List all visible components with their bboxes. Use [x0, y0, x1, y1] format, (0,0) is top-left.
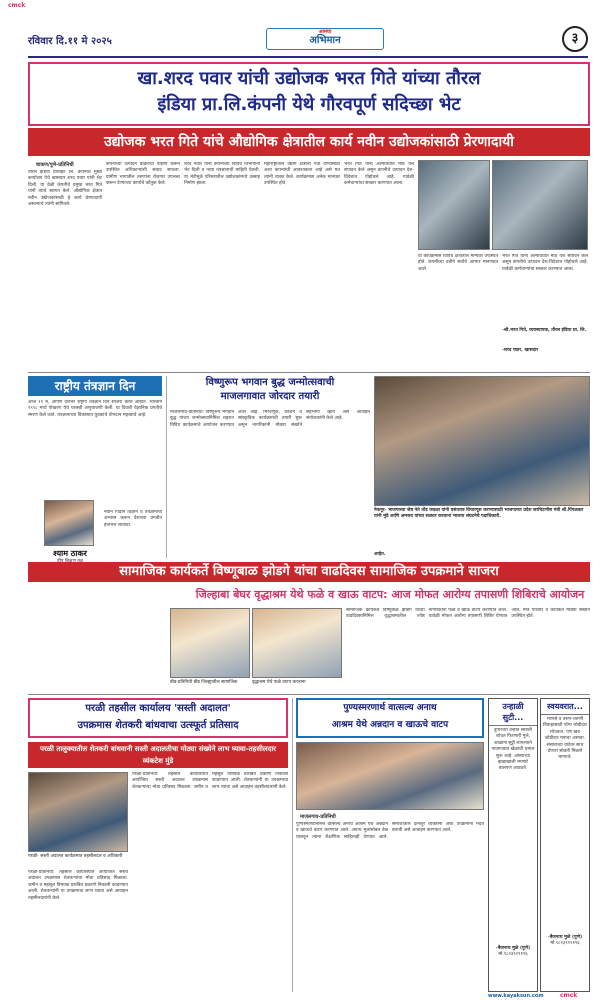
- anath-title: [296, 698, 484, 738]
- factory-photo-2: [492, 160, 588, 250]
- lead-headline-box: [28, 62, 590, 126]
- buddha-title: [170, 376, 370, 406]
- footer-url-left[interactable]: www.kayaksun.com: [488, 993, 544, 999]
- parli-title-line1: परळी तहसील कार्यालय 'सस्ती अदालत': [85, 703, 231, 714]
- buddha-title-line2: माजलगावात जोरदार तयारी: [220, 391, 320, 402]
- tech-day-body: आज ११ मे, आपण देशभर राष्ट्रीय तंत्रज्ञान दिन साजरा करत आहोत. भारताने १९९८ मध्ये पोखरण येथे यशस्वी अणुचाचणी केली. या दिवशी वैज्ञानिक प्रगतीचे स्मरण केले जाते. तंत्रज्ञानाच्या विकासात युवकांचे योगदान महत्त्वाचे आहे.: [28, 400, 162, 418]
- issue-date: रविवार दि.११ मे २०२५: [28, 36, 112, 47]
- parli-title-line2: उपक्रमास शेतकरी बांधवाचा उत्स्फूर्त प्रतिसाद: [77, 720, 239, 731]
- social-band: सामाजिक कार्यकर्ते विष्णूबाळ झोडगे यांचा वाढदिवस सामाजिक उपक्रमाने साजरा: [28, 562, 590, 582]
- sidebar-summer-body: दुपारच्या उन्हात सावली शोधत फिरणारी मुले, शाळांना सुट्टी लागल्याने गावागावात खेळांची धमाल सुरू आहे. आंब्याच्या झाडाखाली रमणारे बालपण आठवते.: [491, 728, 535, 772]
- social-subtitle: जिल्हाबा बेघर वृद्धाश्रम येथे फळे व खाऊ वाटप: आज मोफत आरोग्य तपासणी शिबिराचे आयोजन: [190, 584, 590, 606]
- anath-body: पुण्यस्मरणानिमित्त वात्सल्य अनाथ आश्रम येथे अन्नदान व खाऊचे वाटप करण्यात आले. अनाथ मुलांसोबत वेळ घालवून त्यांना शैक्षणिक साहित्यही देण्यात आले. समाजातील दानशूर व्यक्तींनी अशा उपक्रमांना मदत करावी असे आवाहन करण्यात आले.: [296, 822, 484, 840]
- anath-photo: [296, 742, 484, 810]
- masthead-title: अभिमान: [309, 35, 341, 46]
- anath-title-line1: पुण्यस्मरणार्थ वात्सल्य अनाथ: [343, 703, 437, 713]
- parli-body-2: परळी-प्रतिनिधी: तहसील कार्यालयात आयोजित सस्ती अदालत उपक्रमास शेतकऱ्यांचा मोठा प्रतिसाद मिळाला. जमीन व महसूल विषयक प्रलंबित प्रकरणे निकाली काढण्यात आली. शेतकऱ्यांनी या उपक्रमाचा लाभ घ्यावा असे आवाहन तहसीलदारांनी केले.: [28, 870, 128, 901]
- tech-day-title: राष्ट्रीय तंत्रज्ञान दिन: [28, 376, 162, 396]
- sidebar-swayamvar-body: माणसे व तरुण-तरुणी विवाहासाठी योग्य जोडीदार शोधतात. पण खरा जोडीदार मनाचा असावा. संसाराच्या वाटेवर साथ देणारा सोबती मिळणे भाग्याचे.: [543, 717, 587, 761]
- social-photo-1: [170, 608, 250, 678]
- buddha-title-line1: विष्णुरूप भगवान बुद्ध जन्मोत्सवाची: [205, 377, 335, 388]
- sidebar-swayamvar-phone: मो.९८२३९२९१९६: [550, 941, 580, 946]
- buddha-body: माजलगाव-प्रतिनिधी: विष्णुरूप भगवान बुद्ध यांच्या जन्मोत्सवानिमित्त शहरात विविध कार्यक्रमांचे आयोजन करण्यात आले आहे. मिरवणूक, प्रवचन व सांस्कृतिक कार्यक्रमांची तयारी सुरू असून नागरिकांनी मोठ्या संख्येने सहभागी व्हावे असे आवाहन संयोजकांनी केले आहे.: [170, 410, 370, 428]
- lead-sign-2: -शरद पवार, खासदार: [502, 348, 539, 353]
- factory-photo-1: [418, 160, 490, 250]
- social-caption-2: वृद्धाश्रम येथे फळे वाटप करताना: [252, 680, 306, 685]
- sidebar-summer-author: -बैजनाथ मुळे (पुणे): [495, 946, 531, 951]
- anath-byline: माजलगाव-प्रतिनिधी: [300, 814, 336, 820]
- parli-title: [28, 698, 288, 738]
- anath-title-line2: आश्रम येथे अन्नदान व खाऊचे वाटप: [331, 720, 449, 730]
- lead-sign-1: -श्री.भरत गिते, व्यवस्थापक, तौरल इंडिया प्रा. लि.: [502, 328, 587, 333]
- columnist-photo: [44, 500, 94, 546]
- page-header: [28, 24, 588, 58]
- lead-side-text-2: भरत गिते यांनी अल्पावधीत मोठे यश संपादन केले असून कंपनीचे उत्पादन देश-विदेशात पोहोचले आहे. यावेळी कर्मचाऱ्यांचा सत्कार करण्यात आला.: [502, 254, 588, 272]
- social-photo-2: [252, 608, 342, 678]
- tech-day-body-2: नवीन पिढीने विज्ञान व तंत्रज्ञानाचा अभ्यास करून देशाच्या प्रगतीत हातभार लावावा.: [104, 510, 162, 528]
- parli-photo: [28, 772, 128, 852]
- masthead-small: आमचा: [318, 29, 332, 35]
- lead-headline-line1: खा.शरद पवार यांची उद्योजक भरत गिते यांच्या तौरल: [137, 68, 481, 89]
- parli-body: परळी-प्रतिनिधी: तहसील कार्यालयात आयोजित सस्ती अदालत उपक्रमास शेतकऱ्यांचा मोठा प्रतिसाद मिळाला. जमीन व महसूल विषयक प्रलंबित प्रकरणे निकाली काढण्यात आली. शेतकऱ्यांनी या उपक्रमाचा लाभ घ्यावा असे आवाहन तहसीलदारांनी केले.: [132, 772, 288, 790]
- felicitation-caption: नेकनूर- भाजपाच्या जेष्ठ नेते तोंड जवळा यांनी वसंतराव विचारपूस करण्यासाठी भाजपाच्या प्रदेश सरचिटणीस मंत्री श्री.पिंपळकर यांनी मुंडे आणि अमजद यांच्या सत्कार करताना भाजपा संघटनेचे पदाधिकारी.: [374, 508, 584, 519]
- lead-side-text: या कार्यक्रमास विविध क्षेत्रातील मान्यवर उपस्थित होते. कंपनीच्या वतीने सर्वांचे आभार मानण्यात आले.: [418, 254, 498, 272]
- lead-headline-line2: इंडिया प्रा.लि.कंपनी येथे गौरवपूर्ण सदिच्छा भेट: [157, 94, 461, 115]
- felicitation-caption-end: आहेत.: [374, 552, 386, 557]
- lead-col-5: भरत गिते यांनी अल्पावधीत मोठे यश संपादन केले असून कंपनीचे उत्पादन देश-विदेशात पोहोचले आहे. यावेळी कर्मचाऱ्यांचा सत्कार करण्यात आला.: [344, 162, 414, 187]
- sidebar-summer: [488, 698, 538, 992]
- sidebar-swayamvar-title: स्वयवरात...: [541, 699, 589, 715]
- lead-col-4: महाराष्ट्रातील उद्योग क्षेत्राला गती देण्यासाठी अशा कंपन्यांची आवश्यकता आहे असे मत त्यांनी व्यक्त केले. कार्यक्रमास अनेक मान्यवर उपस्थित होते.: [264, 162, 340, 187]
- parli-rule: [292, 698, 293, 992]
- lead-subheadline: उद्योजक भरत गिते यांचे औद्योगिक क्षेत्रातील कार्य नवीन उद्योजकांसाठी प्रेरणादायी: [28, 128, 590, 156]
- tech-rule: [166, 376, 167, 558]
- lead-col-1: तौरल इंडिया प्रायव्हेट लि. कंपनीचे मुख्य कार्यालय येथे खासदार शरद पवार यांनी भेट दिली. या वेळी कंपनीचे प्रमुख भरत गिते यांनी त्यांचे स्वागत केले. औद्योगिक क्षेत्रात नवीन उद्योजकांसाठी हे कार्य प्रेरणादायी असल्याचे त्यांनी सांगितले.: [28, 170, 102, 208]
- lead-col-2: कंपनीच्या उत्पादन प्रक्रियेची पाहणी करून उपस्थित अधिकाऱ्यांशी संवाद साधला. ग्रामीण भागातील तरुणांना रोजगार उपलब्ध करून देण्याच्या कार्याचे कौतुक केले.: [106, 162, 180, 187]
- header-rule: [28, 56, 588, 58]
- sidebar-summer-phone: मो.९८२३९२९१९६: [498, 952, 528, 957]
- parli-banner: परळी तालुक्यातील शेतकरी बांधवानी सस्ती अदालतीचा मोठ्या संख्येने लाभ घ्यावा-तहसीलदार व्यंकटेश मुंडे: [28, 742, 288, 768]
- page-number: ३: [562, 26, 588, 52]
- lead-col-3: शरद पवार यांनी कंपनीच्या विविध विभागांना भेट दिली व नव्या तंत्रज्ञानाची माहिती घेतली. या भेटीमुळे परिसरातील उद्योजकांमध्ये उत्साह निर्माण झाला.: [184, 162, 260, 187]
- parli-photo-caption: परळी- सस्ती अदालत कार्यक्रमात तहसीलदार व अधिकारी: [28, 854, 123, 859]
- footer-brand: cmck: [560, 992, 578, 999]
- lead-bottom-rule: [28, 372, 590, 373]
- sidebar-swayamvar-author: -बैजनाथ मुळे (पुणे): [547, 935, 583, 940]
- felicitation-photo: [374, 376, 590, 506]
- top-brand: cmck: [8, 2, 26, 9]
- lead-byline: चाकण/पुणे-प्रतिनिधी: [36, 162, 74, 168]
- sidebar-summer-title: उन्हाळी सुटी...: [489, 699, 537, 726]
- social-bottom-rule: [28, 694, 590, 695]
- social-caption-1: बीड-प्रतिनिधी बीड जिल्ह्यातील सामाजिक: [170, 680, 238, 685]
- sidebar-swayamvar: [540, 698, 590, 992]
- masthead-logo: [266, 28, 384, 50]
- columnist-name: श्याम ठाकर: [53, 549, 87, 558]
- social-body: सामाजिक कार्यकर्ते विष्णूबाळ झोडगे यांच्या वाढदिवसानिमित्त वृद्धाश्रमातील ज्येष्ठ नागरिकांना फळे व खाऊ वाटप करण्यात आले. यावेळी मोफत आरोग्य तपासणी शिबिर घेण्यात आले. मित्र परिवार व कार्यकर्ते मोठ्या संख्येने उपस्थित होते.: [346, 608, 590, 620]
